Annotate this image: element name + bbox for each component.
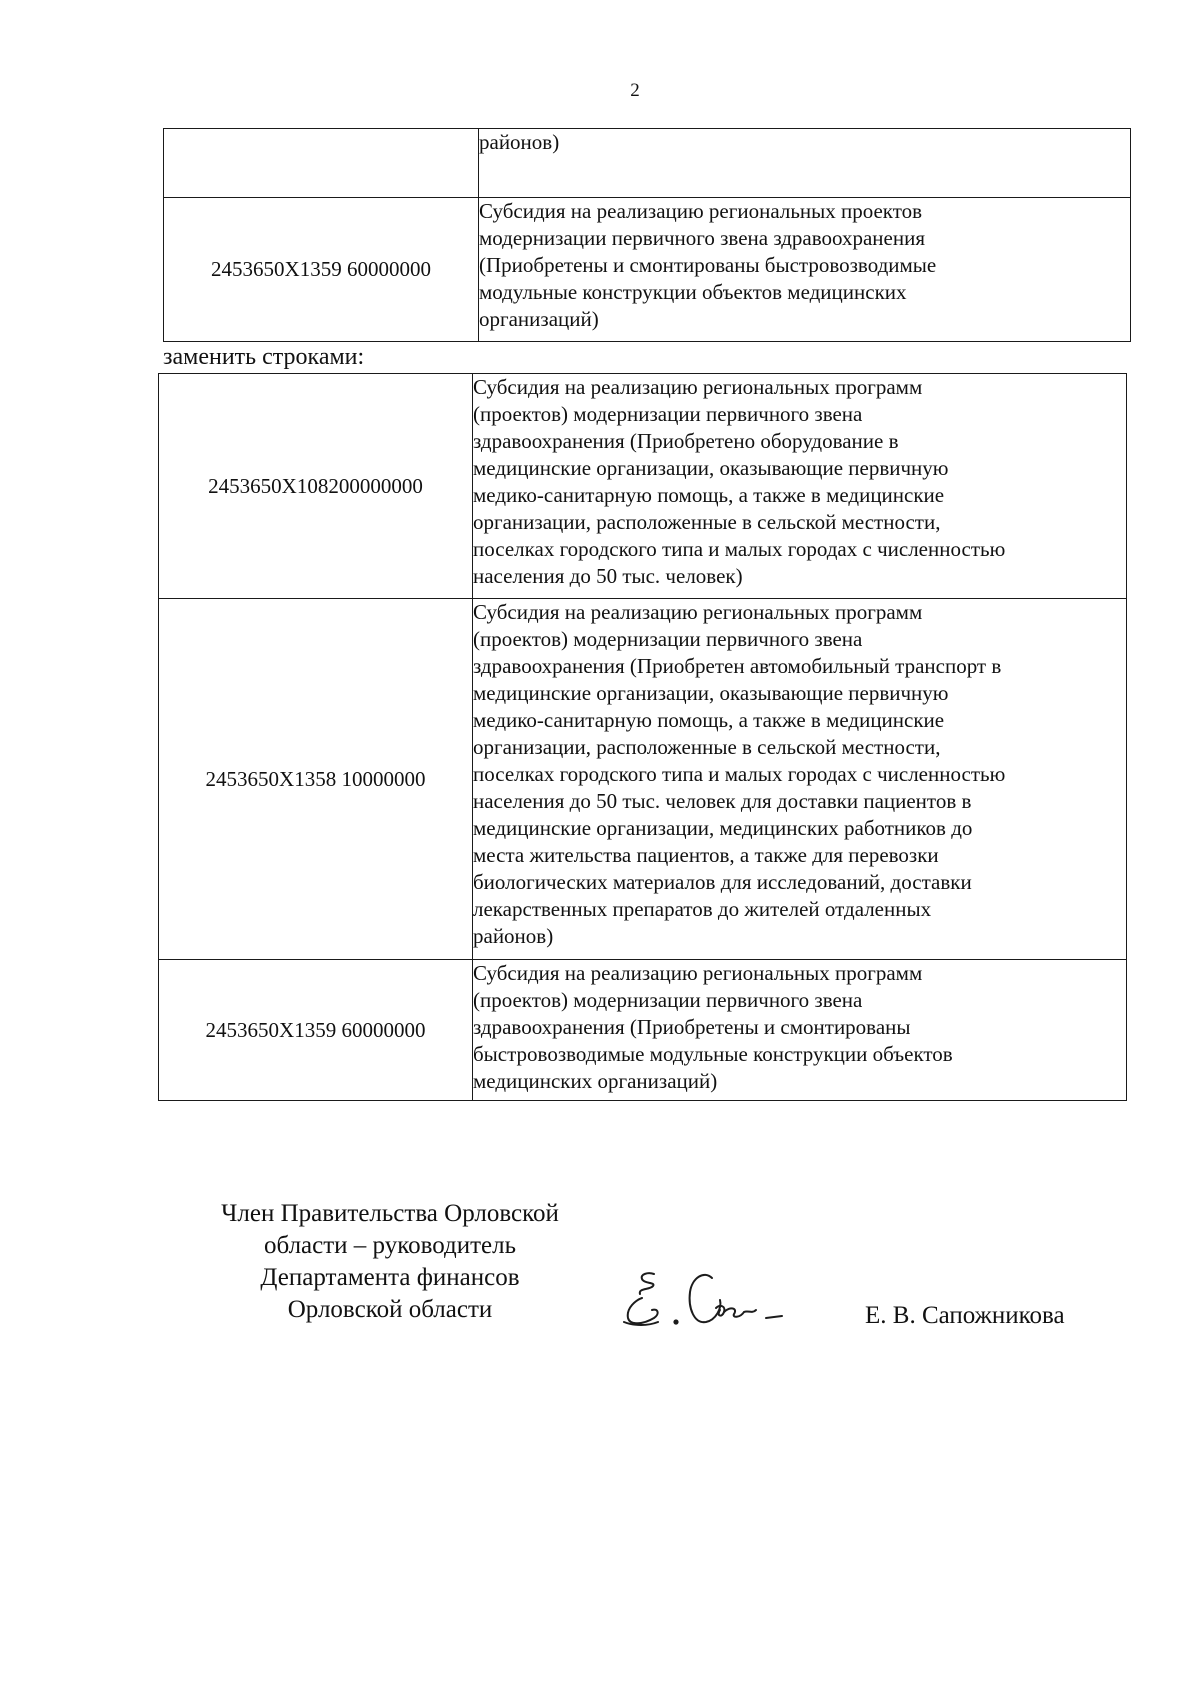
description-line: медицинских организаций) — [473, 1069, 718, 1093]
description-line: места жительства пациентов, а также для перевозки — [473, 843, 939, 867]
description-cell — [473, 374, 1127, 599]
position-line: области – руководитель — [263, 1232, 517, 1259]
budget-code-cell: 2453650X1358 10000000 — [159, 599, 473, 960]
description-line: организаций) — [479, 307, 599, 331]
description-line: Субсидия на реализацию региональных проектов — [479, 199, 923, 223]
replacement-rows-table — [158, 373, 1127, 1101]
description-line: населения до 50 тыс. человек) — [473, 564, 743, 588]
description-line: медицинские организации, медицинских работников до — [473, 816, 973, 840]
description-line: модернизации первичного звена здравоохранения — [479, 226, 926, 250]
description-line: медико-санитарную помощь, а также в медицинские — [473, 483, 945, 507]
description-line: Субсидия на реализацию региональных программ — [473, 600, 923, 624]
description-line: здравоохранения (Приобретено оборудование в — [473, 429, 899, 453]
replace-with-rows-label: заменить строками: — [163, 344, 365, 370]
position-line: Член Правительства Орловской — [221, 1200, 559, 1227]
budget-code-cell: 2453650X108200000000 — [159, 374, 473, 599]
description-line: биологических материалов для исследований, доставки — [473, 870, 972, 894]
table-row — [159, 599, 1127, 960]
description-line: Субсидия на реализацию региональных программ — [473, 961, 923, 985]
table-row — [164, 198, 1131, 342]
table-row — [159, 960, 1127, 1101]
description-line: организации, расположенные в сельской местности, — [473, 735, 941, 759]
description-line: районов) — [473, 924, 554, 948]
description-line: (проектов) модернизации первичного звена — [473, 402, 863, 426]
table-row — [164, 129, 1131, 198]
description-line: районов) — [479, 130, 560, 154]
description-line: поселках городского типа и малых городах с численностью — [473, 762, 1006, 786]
description-line: поселках городского типа и малых городах с численностью — [473, 537, 1006, 561]
description-line: лекарственных препаратов до жителей отдаленных — [473, 897, 932, 921]
table-row — [159, 374, 1127, 599]
signatory-position — [170, 1198, 610, 1326]
description-line: медико-санитарную помощь, а также в медицинские — [473, 708, 945, 732]
description-line: Субсидия на реализацию региональных программ — [473, 375, 923, 399]
description-line: медицинские организации, оказывающие первичную — [473, 456, 949, 480]
description-cell — [473, 599, 1127, 960]
description-line: организации, расположенные в сельской местности, — [473, 510, 941, 534]
description-cell — [473, 960, 1127, 1101]
budget-code-cell: 2453650X1359 60000000 — [159, 960, 473, 1101]
page-number: 2 — [630, 80, 640, 101]
budget-code-cell — [164, 129, 479, 198]
description-line: населения до 50 тыс. человек для доставки пациентов в — [473, 789, 972, 813]
handwritten-signature — [620, 1264, 800, 1334]
description-line: (проектов) модернизации первичного звена — [473, 988, 863, 1012]
original-rows-table — [163, 128, 1131, 342]
position-line: Орловской области — [287, 1296, 493, 1323]
description-line: (проектов) модернизации первичного звена — [473, 627, 863, 651]
description-line: здравоохранения (Приобретены и смонтированы — [473, 1015, 911, 1039]
position-line: Департамента финансов — [260, 1264, 520, 1291]
description-cell — [479, 198, 1131, 342]
description-line: модульные конструкции объектов медицинских — [479, 280, 907, 304]
description-line: здравоохранения (Приобретен автомобильный транспорт в — [473, 654, 1002, 678]
description-line: (Приобретены и смонтированы быстровозводимые — [479, 253, 937, 277]
budget-code-cell: 2453650X1359 60000000 — [164, 198, 479, 342]
description-line: быстровозводимые модульные конструкции объектов — [473, 1042, 953, 1066]
description-line: медицинские организации, оказывающие первичную — [473, 681, 949, 705]
signer-name: Е. В. Сапожникова — [865, 1302, 1065, 1329]
description-cell — [479, 129, 1131, 198]
